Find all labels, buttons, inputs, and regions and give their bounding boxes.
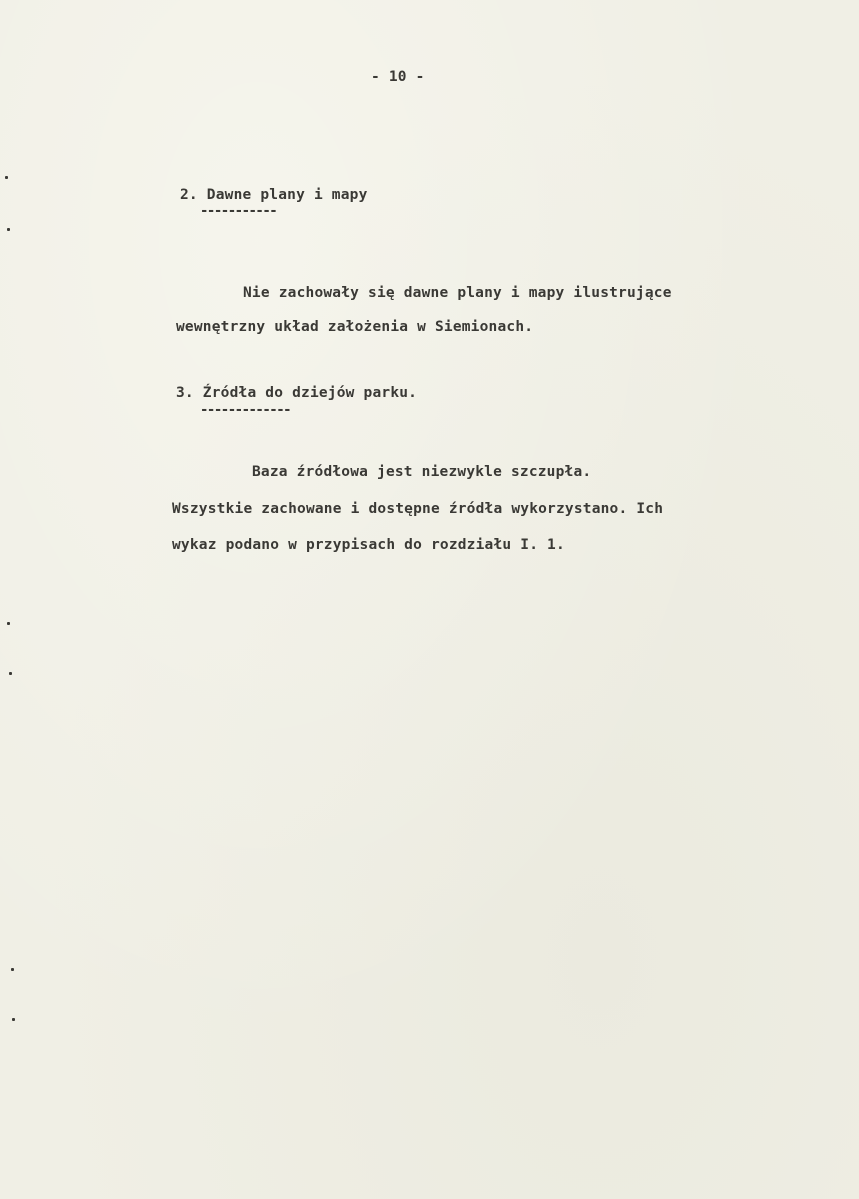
section-2-paragraph-line-1: Nie zachowały się dawne plany i mapy ilustrujące	[243, 285, 672, 301]
margin-mark	[7, 228, 10, 231]
section-2-heading: 2. Dawne plany i mapy	[180, 187, 368, 203]
section-3-heading: 3. Źródła do dziejów parku.	[176, 385, 418, 401]
section-3-paragraph-line-1: Baza źródłowa jest niezwykle szczupła.	[252, 464, 592, 480]
margin-mark	[5, 176, 8, 179]
page-number: - 10 -	[371, 69, 425, 85]
section-3-paragraph-line-2: Wszystkie zachowane i dostępne źródła wykorzystano. Ich	[172, 501, 664, 517]
margin-mark	[12, 1018, 15, 1021]
section-3-underline: -------------	[200, 402, 291, 418]
section-2-paragraph-line-2: wewnętrzny układ założenia w Siemionach.	[176, 319, 534, 335]
section-3-paragraph-line-3: wykaz podano w przypisach do rozdziału I. 1.	[172, 537, 565, 553]
section-2-underline: -----------	[200, 203, 277, 219]
margin-mark	[11, 968, 14, 971]
margin-mark	[9, 672, 12, 675]
margin-mark	[7, 622, 10, 625]
